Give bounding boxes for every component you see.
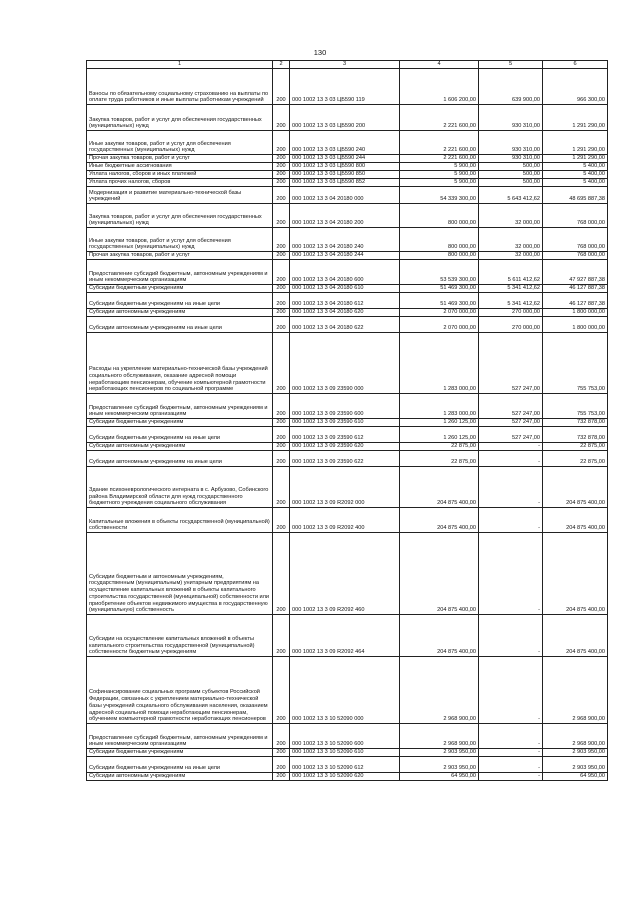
row-executed-amount: 500,00 — [479, 171, 543, 179]
row-classification-code: 000 1002 13 3 09 R2092 464 — [290, 615, 400, 657]
table-row — [87, 451, 608, 467]
table-row — [87, 69, 608, 105]
column-header: 3 — [290, 61, 400, 69]
row-remaining-amount: 5 400,00 — [543, 179, 608, 187]
row-classification-code: 000 1002 13 3 04 20180 240 — [290, 228, 400, 252]
row-executed-amount: - — [479, 533, 543, 615]
row-admin-code: 200 — [273, 724, 290, 749]
row-name: Здание психоневрологического интерната в с. Арбузово, Собинского района Владимирской области для нужд государственного бюджетного учреждения социального обслуживания — [87, 467, 273, 508]
row-executed-amount: - — [479, 615, 543, 657]
row-admin-code: 200 — [273, 171, 290, 179]
row-classification-code: 000 1002 13 3 04 20180 000 — [290, 187, 400, 204]
row-approved-amount: 54 339 300,00 — [400, 187, 479, 204]
row-executed-amount: - — [479, 657, 543, 724]
row-remaining-amount: 5 400,00 — [543, 171, 608, 179]
row-name: Закупка товаров, работ и услуг для обеспечения государственных (муниципальных) нужд — [87, 204, 273, 228]
row-approved-amount: 64 950,00 — [400, 773, 479, 781]
row-executed-amount: - — [479, 443, 543, 451]
row-admin-code: 200 — [273, 163, 290, 171]
row-classification-code: 000 1002 13 3 04 20180 620 — [290, 309, 400, 317]
row-remaining-amount: 1 291 290,00 — [543, 131, 608, 155]
row-approved-amount: 204 875 400,00 — [400, 615, 479, 657]
row-admin-code: 200 — [273, 533, 290, 615]
row-classification-code: 000 1002 13 3 04 20180 622 — [290, 317, 400, 333]
row-remaining-amount: 1 291 290,00 — [543, 105, 608, 131]
row-name: Уплата прочих налогов, сборов — [87, 179, 273, 187]
row-admin-code: 200 — [273, 443, 290, 451]
row-approved-amount: 53 539 300,00 — [400, 260, 479, 285]
row-classification-code: 000 1002 13 3 09 R2092 460 — [290, 533, 400, 615]
row-name: Расходы на укрепление материально-технической базы учреждений социального обслуживания, оказание адресной помощи неработающим пенсионерам, обучение компьютерной грамотности неработающих пенсионеров по социальной программе — [87, 333, 273, 394]
row-admin-code: 200 — [273, 179, 290, 187]
table-row — [87, 615, 608, 657]
row-executed-amount: - — [479, 749, 543, 757]
row-approved-amount: 22 875,00 — [400, 451, 479, 467]
row-executed-amount: 500,00 — [479, 163, 543, 171]
table-row — [87, 163, 608, 171]
row-classification-code: 000 1002 13 3 03 ЦБ590 852 — [290, 179, 400, 187]
row-name: Субсидии автономным учреждениям на иные цели — [87, 317, 273, 333]
row-approved-amount: 2 221 600,00 — [400, 105, 479, 131]
row-executed-amount: - — [479, 724, 543, 749]
row-admin-code: 200 — [273, 333, 290, 394]
row-approved-amount: 22 875,00 — [400, 443, 479, 451]
table-row — [87, 179, 608, 187]
table-row — [87, 467, 608, 508]
column-header: 5 — [479, 61, 543, 69]
row-executed-amount: 527 247,00 — [479, 427, 543, 443]
row-classification-code: 000 1002 13 3 04 20180 600 — [290, 260, 400, 285]
row-executed-amount: 5 341 412,62 — [479, 293, 543, 309]
table-row — [87, 773, 608, 781]
row-admin-code: 200 — [273, 260, 290, 285]
table-row — [87, 533, 608, 615]
row-approved-amount: 5 900,00 — [400, 179, 479, 187]
row-admin-code: 200 — [273, 427, 290, 443]
row-classification-code: 000 1002 13 3 10 52090 610 — [290, 749, 400, 757]
row-name: Модернизация и развитие материально-технической базы учреждений — [87, 187, 273, 204]
row-classification-code: 000 1002 13 3 09 23590 610 — [290, 419, 400, 427]
row-executed-amount: 5 643 412,62 — [479, 187, 543, 204]
row-approved-amount: 2 903 950,00 — [400, 757, 479, 773]
row-admin-code: 200 — [273, 757, 290, 773]
row-admin-code: 200 — [273, 204, 290, 228]
row-admin-code: 200 — [273, 228, 290, 252]
row-admin-code: 200 — [273, 508, 290, 533]
row-executed-amount: 527 247,00 — [479, 419, 543, 427]
row-executed-amount: 270 000,00 — [479, 309, 543, 317]
row-remaining-amount: 768 000,00 — [543, 252, 608, 260]
row-classification-code: 000 1002 13 3 09 R2092 400 — [290, 508, 400, 533]
row-approved-amount: 204 875 400,00 — [400, 508, 479, 533]
row-classification-code: 000 1002 13 3 04 20180 610 — [290, 285, 400, 293]
row-executed-amount: 930 310,00 — [479, 105, 543, 131]
row-approved-amount: 1 283 000,00 — [400, 394, 479, 419]
row-name: Капитальные вложения в объекты государственной (муниципальной) собственности — [87, 508, 273, 533]
row-classification-code: 000 1002 13 3 10 52090 000 — [290, 657, 400, 724]
table-row — [87, 333, 608, 394]
row-approved-amount: 2 221 600,00 — [400, 131, 479, 155]
row-name: Субсидии бюджетным учреждениям — [87, 285, 273, 293]
row-admin-code: 200 — [273, 394, 290, 419]
row-remaining-amount: 5 400,00 — [543, 163, 608, 171]
table-row — [87, 293, 608, 309]
row-approved-amount: 2 968 900,00 — [400, 657, 479, 724]
table-row — [87, 187, 608, 204]
table-row — [87, 724, 608, 749]
row-remaining-amount: 64 950,00 — [543, 773, 608, 781]
table-body — [87, 69, 608, 781]
row-name: Предоставление субсидий бюджетным, автономным учреждениям и иным некоммерческим организациям — [87, 724, 273, 749]
budget-table — [86, 60, 608, 781]
row-approved-amount: 5 900,00 — [400, 171, 479, 179]
row-classification-code: 000 1002 13 3 09 23590 612 — [290, 427, 400, 443]
row-admin-code: 200 — [273, 419, 290, 427]
row-classification-code: 000 1002 13 3 04 20180 200 — [290, 204, 400, 228]
table-row — [87, 228, 608, 252]
row-name: Иные бюджетные ассигнования — [87, 163, 273, 171]
row-name: Предоставление субсидий бюджетным, автономным учреждениям и иным некоммерческим организациям — [87, 260, 273, 285]
row-approved-amount: 800 000,00 — [400, 204, 479, 228]
row-name: Субсидии бюджетным учреждениям на иные цели — [87, 293, 273, 309]
row-classification-code: 000 1002 13 3 10 52090 620 — [290, 773, 400, 781]
row-classification-code: 000 1002 13 3 03 ЦБ590 200 — [290, 105, 400, 131]
row-classification-code: 000 1002 13 3 03 ЦБ590 240 — [290, 131, 400, 155]
row-classification-code: 000 1002 13 3 09 23590 620 — [290, 443, 400, 451]
row-executed-amount: - — [479, 757, 543, 773]
row-executed-amount: 5 611 412,62 — [479, 260, 543, 285]
row-remaining-amount: 1 800 000,00 — [543, 317, 608, 333]
row-remaining-amount: 768 000,00 — [543, 228, 608, 252]
row-admin-code: 200 — [273, 749, 290, 757]
row-executed-amount: 639 900,00 — [479, 69, 543, 105]
row-admin-code: 200 — [273, 467, 290, 508]
row-classification-code: 000 1002 13 3 09 23590 600 — [290, 394, 400, 419]
row-classification-code: 000 1002 13 3 03 ЦБ590 119 — [290, 69, 400, 105]
row-admin-code: 200 — [273, 773, 290, 781]
row-remaining-amount: 204 875 400,00 — [543, 615, 608, 657]
column-header: 6 — [543, 61, 608, 69]
row-approved-amount: 5 900,00 — [400, 163, 479, 171]
row-remaining-amount: 2 968 900,00 — [543, 724, 608, 749]
row-admin-code: 200 — [273, 105, 290, 131]
row-name: Взносы по обязательному социальному страхованию на выплаты по оплате труда работников и иные выплаты работникам учреждений — [87, 69, 273, 105]
table-row — [87, 317, 608, 333]
table-row — [87, 394, 608, 419]
row-approved-amount: 800 000,00 — [400, 252, 479, 260]
row-approved-amount: 1 260 125,00 — [400, 419, 479, 427]
page-number: 130 — [313, 48, 327, 57]
table-row — [87, 204, 608, 228]
row-name: Субсидии автономным учреждениям — [87, 309, 273, 317]
row-remaining-amount: 204 875 400,00 — [543, 533, 608, 615]
row-executed-amount: - — [479, 467, 543, 508]
row-executed-amount: 500,00 — [479, 179, 543, 187]
row-name: Субсидии бюджетным учреждениям на иные цели — [87, 427, 273, 443]
row-executed-amount: 32 000,00 — [479, 228, 543, 252]
row-executed-amount: 32 000,00 — [479, 252, 543, 260]
row-name: Субсидии бюджетным и автономным учреждениям, государственным (муниципальным) унитарным предприятиям на осуществление капитальных вложений в объекты капитального строительства государственной (муниципальной) собственности или приобретение объектов недвижимого имущества в государственную (муниципальную) собственность — [87, 533, 273, 615]
row-approved-amount: 2 968 900,00 — [400, 724, 479, 749]
row-name: Софинансирование социальных программ субъектов Российской Федерации, связанных с укреплением материально-технической базы учреждений социального обслуживания населения, оказанием адресной социальной помощи неработающим пенсионерам, обучением компьютерной грамотности неработающих пенсионеров — [87, 657, 273, 724]
table-row — [87, 155, 608, 163]
table-row — [87, 309, 608, 317]
row-name: Субсидии автономным учреждениям — [87, 443, 273, 451]
row-remaining-amount: 1 800 000,00 — [543, 309, 608, 317]
row-name: Субсидии бюджетным учреждениям — [87, 419, 273, 427]
row-name: Субсидии автономным учреждениям — [87, 773, 273, 781]
row-approved-amount: 1 283 000,00 — [400, 333, 479, 394]
table-row — [87, 757, 608, 773]
row-remaining-amount: 47 927 887,38 — [543, 260, 608, 285]
table-row — [87, 285, 608, 293]
row-approved-amount: 2 070 000,00 — [400, 309, 479, 317]
row-classification-code: 000 1002 13 3 10 52090 612 — [290, 757, 400, 773]
table-row — [87, 749, 608, 757]
row-executed-amount: 270 000,00 — [479, 317, 543, 333]
column-header: 1 — [87, 61, 273, 69]
row-admin-code: 200 — [273, 155, 290, 163]
row-executed-amount: 32 000,00 — [479, 204, 543, 228]
row-approved-amount: 2 221 600,00 — [400, 155, 479, 163]
row-name: Иные закупки товаров, работ и услуг для обеспечения государственных (муниципальных) нужд — [87, 131, 273, 155]
row-remaining-amount: 204 875 400,00 — [543, 508, 608, 533]
row-executed-amount: 930 310,00 — [479, 131, 543, 155]
row-remaining-amount: 2 903 950,00 — [543, 757, 608, 773]
row-approved-amount: 204 875 400,00 — [400, 467, 479, 508]
row-admin-code: 200 — [273, 131, 290, 155]
row-remaining-amount: 1 291 290,00 — [543, 155, 608, 163]
row-name: Предоставление субсидий бюджетным, автономным учреждениям и иным некоммерческим организациям — [87, 394, 273, 419]
row-remaining-amount: 755 753,00 — [543, 394, 608, 419]
table-row — [87, 260, 608, 285]
row-remaining-amount: 2 968 900,00 — [543, 657, 608, 724]
row-classification-code: 000 1002 13 3 04 20180 244 — [290, 252, 400, 260]
row-name: Закупка товаров, работ и услуг для обеспечения государственных (муниципальных) нужд — [87, 105, 273, 131]
row-classification-code: 000 1002 13 3 09 23590 622 — [290, 451, 400, 467]
table-row — [87, 105, 608, 131]
row-name: Субсидии бюджетным учреждениям — [87, 749, 273, 757]
row-approved-amount: 51 469 300,00 — [400, 293, 479, 309]
row-executed-amount: - — [479, 451, 543, 467]
row-admin-code: 200 — [273, 317, 290, 333]
table-row — [87, 508, 608, 533]
row-name: Прочая закупка товаров, работ и услуг — [87, 155, 273, 163]
table-row — [87, 252, 608, 260]
row-remaining-amount: 204 875 400,00 — [543, 467, 608, 508]
row-remaining-amount: 22 875,00 — [543, 451, 608, 467]
row-admin-code: 200 — [273, 615, 290, 657]
row-classification-code: 000 1002 13 3 09 R2092 000 — [290, 467, 400, 508]
row-admin-code: 200 — [273, 187, 290, 204]
row-admin-code: 200 — [273, 451, 290, 467]
row-admin-code: 200 — [273, 285, 290, 293]
row-remaining-amount: 2 903 950,00 — [543, 749, 608, 757]
row-remaining-amount: 46 127 887,38 — [543, 285, 608, 293]
column-header: 2 — [273, 61, 290, 69]
row-classification-code: 000 1002 13 3 09 23590 000 — [290, 333, 400, 394]
row-classification-code: 000 1002 13 3 03 ЦБ590 800 — [290, 163, 400, 171]
table-row — [87, 443, 608, 451]
row-classification-code: 000 1002 13 3 03 ЦБ590 244 — [290, 155, 400, 163]
row-remaining-amount: 732 878,00 — [543, 427, 608, 443]
row-executed-amount: 527 247,00 — [479, 333, 543, 394]
row-name: Субсидии на осуществление капитальных вложений в объекты капитального строительства государственной (муниципальной) собственности бюджетным учреждениям — [87, 615, 273, 657]
row-remaining-amount: 966 300,00 — [543, 69, 608, 105]
row-approved-amount: 51 469 300,00 — [400, 285, 479, 293]
row-classification-code: 000 1002 13 3 10 52090 600 — [290, 724, 400, 749]
row-name: Субсидии автономным учреждениям на иные цели — [87, 451, 273, 467]
row-approved-amount: 204 875 400,00 — [400, 533, 479, 615]
row-admin-code: 200 — [273, 293, 290, 309]
row-executed-amount: 527 247,00 — [479, 394, 543, 419]
table-header-row — [87, 61, 608, 69]
table-row — [87, 427, 608, 443]
row-remaining-amount: 755 753,00 — [543, 333, 608, 394]
table-row — [87, 657, 608, 724]
column-header: 4 — [400, 61, 479, 69]
row-approved-amount: 2 070 000,00 — [400, 317, 479, 333]
row-admin-code: 200 — [273, 252, 290, 260]
row-name: Уплата налогов, сборов и иных платежей — [87, 171, 273, 179]
row-admin-code: 200 — [273, 69, 290, 105]
table-row — [87, 419, 608, 427]
row-executed-amount: 5 341 412,62 — [479, 285, 543, 293]
row-admin-code: 200 — [273, 309, 290, 317]
row-classification-code: 000 1002 13 3 03 ЦБ590 850 — [290, 171, 400, 179]
table-row — [87, 171, 608, 179]
row-executed-amount: 930 310,00 — [479, 155, 543, 163]
row-approved-amount: 2 903 950,00 — [400, 749, 479, 757]
row-remaining-amount: 48 695 887,38 — [543, 187, 608, 204]
table-row — [87, 131, 608, 155]
row-classification-code: 000 1002 13 3 04 20180 612 — [290, 293, 400, 309]
row-name: Иные закупки товаров, работ и услуг для обеспечения государственных (муниципальных) нужд — [87, 228, 273, 252]
row-approved-amount: 800 000,00 — [400, 228, 479, 252]
row-remaining-amount: 768 000,00 — [543, 204, 608, 228]
row-executed-amount: - — [479, 773, 543, 781]
row-name: Прочая закупка товаров, работ и услуг — [87, 252, 273, 260]
row-admin-code: 200 — [273, 657, 290, 724]
row-remaining-amount: 46 127 887,38 — [543, 293, 608, 309]
row-name: Субсидии бюджетным учреждениям на иные цели — [87, 757, 273, 773]
row-remaining-amount: 732 878,00 — [543, 419, 608, 427]
row-executed-amount: - — [479, 508, 543, 533]
row-approved-amount: 1 260 125,00 — [400, 427, 479, 443]
row-approved-amount: 1 606 200,00 — [400, 69, 479, 105]
row-remaining-amount: 22 875,00 — [543, 443, 608, 451]
